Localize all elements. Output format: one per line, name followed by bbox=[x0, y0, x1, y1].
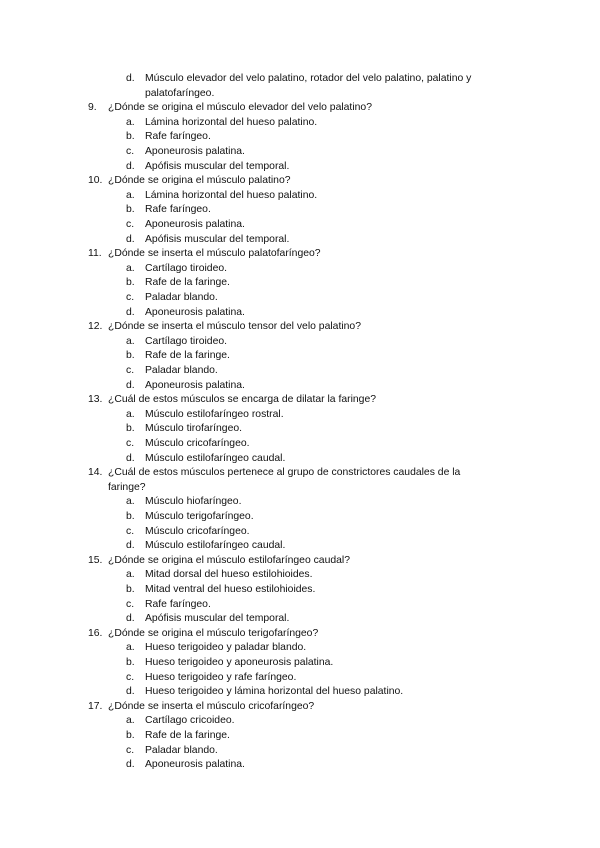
option-letter: d. bbox=[126, 306, 135, 318]
question-continuation-text: faringe? bbox=[108, 481, 146, 493]
question-number: 13. bbox=[88, 394, 103, 406]
option-item-text: Aponeurosis palatina. bbox=[145, 379, 245, 391]
option-item-text: Apófisis muscular del temporal. bbox=[145, 160, 290, 172]
option-letter: c. bbox=[126, 744, 135, 756]
option-letter: d. bbox=[126, 379, 135, 391]
option-letter: c. bbox=[126, 146, 135, 157]
option-letter: b. bbox=[126, 350, 135, 362]
question-number: 12. bbox=[88, 321, 103, 333]
option-letter: b. bbox=[126, 511, 135, 522]
option-item-text: Hueso terigoideo y aponeurosis palatina. bbox=[145, 657, 334, 668]
question-number: 17. bbox=[88, 700, 103, 712]
option-item-text: Músculo estilofaríngeo caudal. bbox=[145, 452, 286, 464]
option-letter: a. bbox=[126, 496, 135, 508]
option-letter: c. bbox=[126, 292, 135, 303]
option-item-text: Mitad ventral del hueso estilohioides. bbox=[145, 584, 316, 595]
option-item-text: Cartílago tiroideo. bbox=[145, 335, 228, 347]
option-item-text: Hueso terigoideo y paladar blando. bbox=[145, 642, 307, 654]
option-item-text: Hueso terigoideo y lámina horizontal del hueso palatino. bbox=[145, 686, 404, 698]
option-letter: c. bbox=[126, 438, 135, 449]
option-letter: c. bbox=[126, 219, 135, 230]
option-item-text: Rafe faríngeo. bbox=[145, 598, 211, 610]
option-item-text: Músculo cricofaríngeo. bbox=[145, 525, 250, 537]
option-letter: a. bbox=[126, 715, 135, 727]
option-item-text: Músculo elevador del velo palatino, rotador del velo palatino, palatino y bbox=[145, 73, 472, 84]
option-item-text: Rafe de la faringe. bbox=[145, 350, 230, 362]
option-letter: a. bbox=[126, 116, 135, 128]
option-letter: b. bbox=[126, 730, 135, 741]
option-letter: d. bbox=[126, 73, 135, 84]
option-item-text: Paladar blando. bbox=[145, 744, 218, 756]
option-item-text: Aponeurosis palatina. bbox=[145, 219, 245, 230]
option-letter: a. bbox=[126, 408, 135, 420]
question-item-text: ¿Cuál de estos músculos pertenece al grupo de constrictores caudales de la bbox=[108, 467, 461, 479]
option-letter: b. bbox=[126, 657, 135, 668]
question-item-text: ¿Dónde se origina el músculo elevador del velo palatino? bbox=[108, 102, 372, 114]
option-item-text: Músculo tirofaríngeo. bbox=[145, 423, 243, 435]
option-letter: c. bbox=[126, 525, 135, 537]
option-item-text: Rafe de la faringe. bbox=[145, 730, 230, 741]
option-continuation-text: palatofaríngeo. bbox=[145, 87, 215, 99]
option-letter: b. bbox=[126, 204, 135, 216]
option-letter: d. bbox=[126, 160, 135, 172]
option-item-text: Paladar blando. bbox=[145, 292, 218, 303]
question-item-text: ¿Dónde se origina el músculo estilofaríngeo caudal? bbox=[108, 554, 351, 566]
option-letter: b. bbox=[126, 423, 135, 435]
option-item-text: Rafe faríngeo. bbox=[145, 131, 211, 143]
option-letter: c. bbox=[126, 365, 135, 376]
option-item-text: Aponeurosis palatina. bbox=[145, 759, 245, 771]
question-item-text: ¿Dónde se inserta el músculo cricofaríngeo? bbox=[108, 700, 315, 712]
question-number: 10. bbox=[88, 175, 103, 187]
option-item-text: Hueso terigoideo y rafe faríngeo. bbox=[145, 671, 297, 683]
question-item-text: ¿Dónde se origina el músculo terigofaríngeo? bbox=[108, 627, 319, 639]
question-item-text: ¿Dónde se inserta el músculo tensor del velo palatino? bbox=[108, 321, 361, 333]
option-item-text: Músculo estilofaríngeo rostral. bbox=[145, 408, 284, 420]
question-number: 14. bbox=[88, 467, 103, 479]
option-item-text: Cartílago tiroideo. bbox=[145, 262, 228, 274]
option-item-text: Paladar blando. bbox=[145, 365, 218, 376]
option-item-text: Músculo cricofaríngeo. bbox=[145, 438, 250, 449]
question-item-text: ¿Cuál de estos músculos se encarga de dilatar la faringe? bbox=[108, 394, 376, 406]
option-item-text: Rafe de la faringe. bbox=[145, 277, 230, 289]
option-item-text: Rafe faríngeo. bbox=[145, 204, 211, 216]
option-item-text: Mitad dorsal del hueso estilohioides. bbox=[145, 569, 313, 581]
question-number: 9. bbox=[88, 102, 97, 114]
option-item-text: Cartílago cricoideo. bbox=[145, 715, 235, 727]
option-item-text: Aponeurosis palatina. bbox=[145, 306, 245, 318]
option-letter: c. bbox=[126, 598, 135, 610]
option-letter: a. bbox=[126, 189, 135, 201]
question-number: 11. bbox=[88, 248, 102, 260]
option-letter: d. bbox=[126, 613, 135, 625]
question-item-text: ¿Dónde se origina el músculo palatino? bbox=[108, 175, 291, 187]
option-item-text: Apófisis muscular del temporal. bbox=[145, 613, 290, 625]
question-number: 15. bbox=[88, 554, 103, 566]
option-item-text: Músculo terigofaríngeo. bbox=[145, 511, 254, 522]
option-letter: d. bbox=[126, 759, 135, 771]
option-letter: b. bbox=[126, 277, 135, 289]
option-item-text: Lámina horizontal del hueso palatino. bbox=[145, 116, 318, 128]
option-item-text: Lámina horizontal del hueso palatino. bbox=[145, 189, 318, 201]
option-item-text: Aponeurosis palatina. bbox=[145, 146, 245, 157]
option-item-text: Apófisis muscular del temporal. bbox=[145, 233, 290, 245]
option-item-text: Músculo estilofaríngeo caudal. bbox=[145, 540, 286, 552]
option-letter: a. bbox=[126, 262, 135, 274]
option-letter: d. bbox=[126, 540, 135, 552]
option-letter: d. bbox=[126, 233, 135, 245]
option-letter: d. bbox=[126, 452, 135, 464]
option-letter: a. bbox=[126, 642, 135, 654]
option-letter: c. bbox=[126, 671, 135, 683]
option-item-text: Músculo hiofaríngeo. bbox=[145, 496, 242, 508]
option-letter: d. bbox=[126, 686, 135, 698]
question-number: 16. bbox=[88, 627, 103, 639]
question-item-text: ¿Dónde se inserta el músculo palatofaríngeo? bbox=[108, 248, 321, 260]
option-letter: a. bbox=[126, 335, 135, 347]
option-letter: a. bbox=[126, 569, 135, 581]
option-letter: b. bbox=[126, 131, 135, 143]
option-letter: b. bbox=[126, 584, 135, 595]
